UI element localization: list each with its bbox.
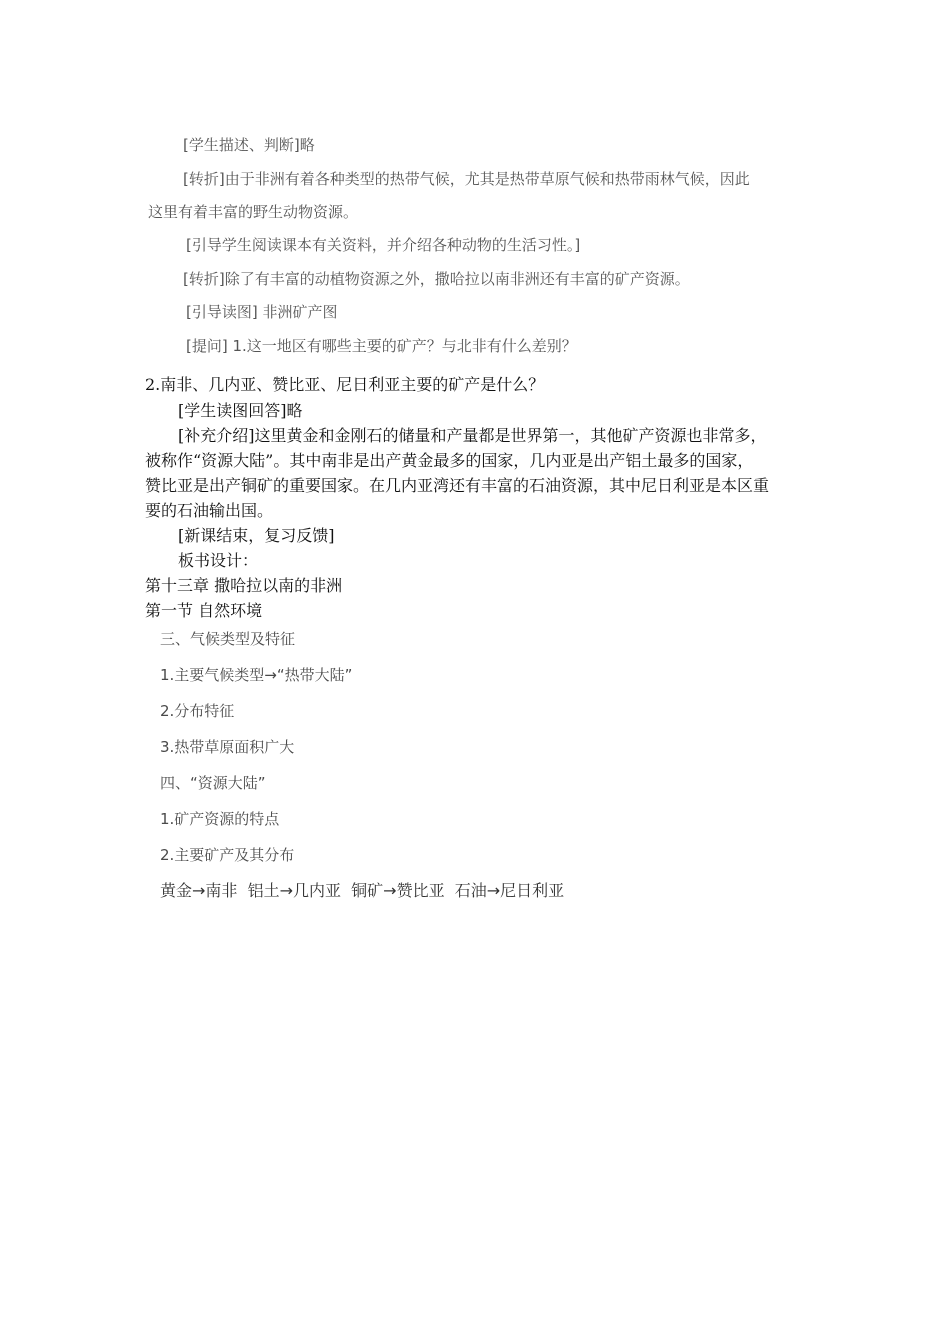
student-answer-line: [学生读图回答]略: [178, 401, 303, 420]
board-item-distribution: 2.分布特征: [160, 702, 235, 720]
supplement-para-line-1: [补充介绍]这里黄金和金刚石的储量和产量都是世界第一，其他矿产资源也非常多，: [178, 426, 767, 445]
supplement-para-line-4: 要的石油输出国。: [145, 501, 274, 520]
supplement-para-line-3: 赞比亚是出产铜矿的重要国家。在几内亚湾还有丰富的石油资源，其中尼日利亚是本区重: [145, 476, 770, 495]
board-item-mineral-features: 1.矿产资源的特点: [160, 810, 280, 828]
board-item-savanna: 3.热带草原面积广大: [160, 738, 295, 756]
guide-reading-line: [引导学生阅读课本有关资料，并介绍各种动物的生活习性。]: [186, 236, 581, 254]
lesson-end-line: [新课结束，复习反馈]: [178, 526, 335, 545]
question-line-2: 2.南非、几内亚、赞比亚、尼日利亚主要的矿产是什么？: [145, 375, 545, 394]
guide-map-line: [引导读图] 非洲矿产图: [186, 303, 338, 321]
section-title: 第一节 自然环境: [145, 601, 263, 620]
board-minerals-line: 黄金→南非 铝土→几内亚 铜矿→赞比亚 石油→尼日利亚: [160, 881, 565, 900]
board-heading-3: 三、气候类型及特征: [160, 630, 296, 648]
question-line-1: [提问] 1.这一地区有哪些主要的矿产？与北非有什么差别？: [186, 337, 577, 355]
transition-line-1-cont: 这里有着丰富的野生动物资源。: [148, 203, 359, 221]
board-heading-4: 四、“资源大陆”: [160, 774, 266, 792]
board-item-mineral-distribution: 2.主要矿产及其分布: [160, 846, 295, 864]
chapter-title: 第十三章 撒哈拉以南的非洲: [145, 576, 343, 595]
supplement-para-line-2: 被称作“资源大陆”。其中南非是出产黄金最多的国家，几内亚是出产铝土最多的国家，: [145, 451, 754, 470]
board-design-label: 板书设计：: [178, 551, 259, 570]
student-describe-line: [学生描述、判断]略: [183, 136, 315, 154]
transition-line-2: [转折]除了有丰富的动植物资源之外，撒哈拉以南非洲还有丰富的矿产资源。: [183, 270, 690, 288]
board-item-climate-type: 1.主要气候类型→“热带大陆”: [160, 666, 353, 684]
transition-line-1: [转折]由于非洲有着各种类型的热带气候，尤其是热带草原气候和热带雨林气候，因此: [183, 170, 750, 188]
